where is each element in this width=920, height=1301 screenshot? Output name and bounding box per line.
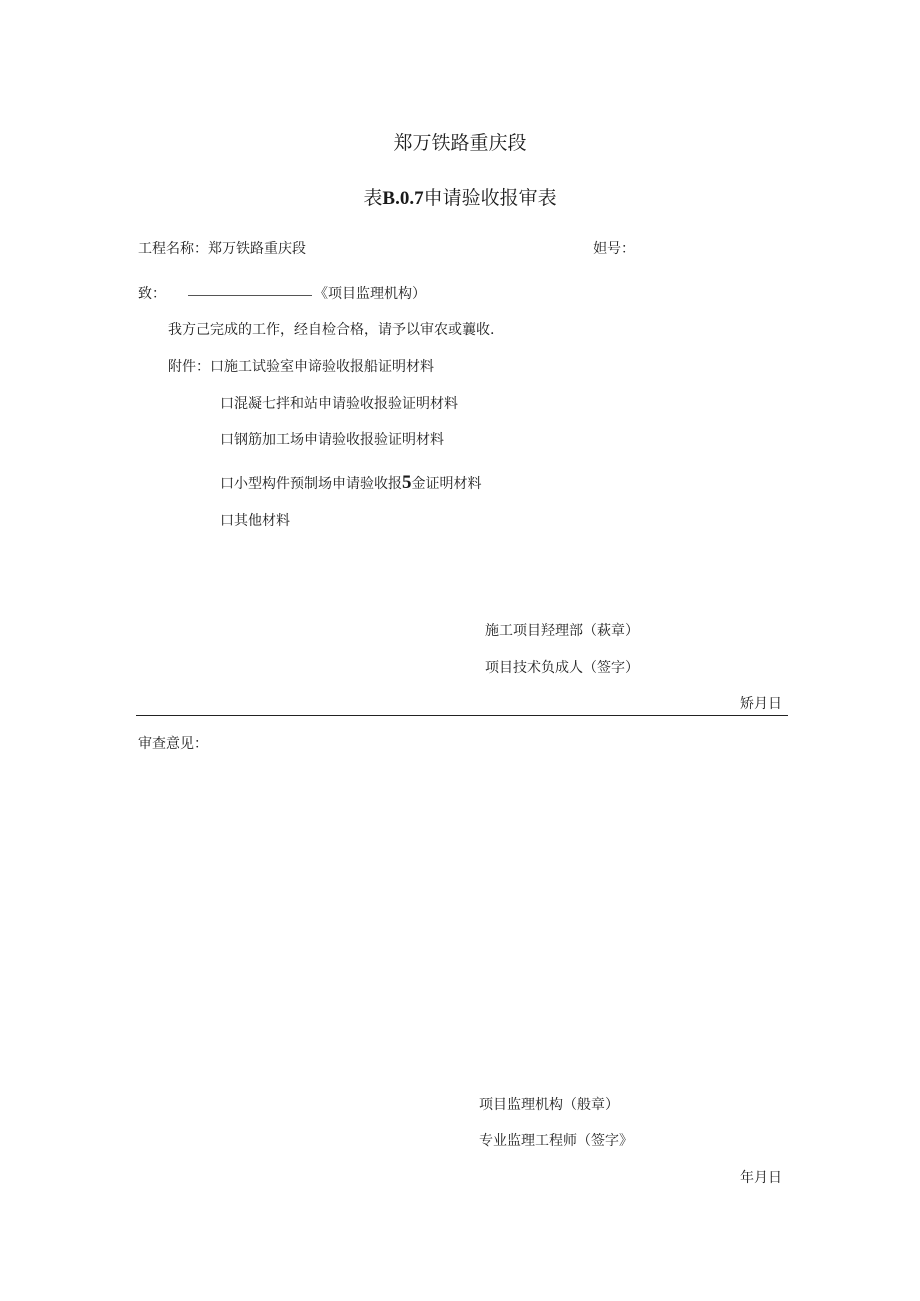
declaration-text: 我方己完成的工作，经自检合格，请予以审农或蘘收. bbox=[168, 322, 495, 338]
supervisor-date: 年月日 bbox=[740, 1170, 782, 1186]
attachment-item: 口施工试验室申谛验收报船证明材料 bbox=[210, 359, 434, 375]
form-prefix: 表 bbox=[363, 187, 383, 209]
supervisor-engineer-signature: 专业监理工程师（签字》 bbox=[479, 1133, 633, 1149]
form-code: B.0.7 bbox=[382, 188, 424, 209]
attachments-label: 附件： bbox=[168, 359, 210, 375]
contractor-tech-lead-signature: 项目技术负成人（签字） bbox=[485, 660, 639, 676]
addressee-suffix: 《项目监理机构） bbox=[314, 286, 426, 302]
attachment-item: 口钢筋加工场申请验收报验证明材料 bbox=[220, 432, 444, 448]
attachment-row-1 bbox=[168, 360, 434, 374]
attachment-item-glyph: 5 bbox=[402, 472, 412, 493]
project-name-label: 工程名称： bbox=[138, 241, 208, 257]
attachment-row-4 bbox=[220, 473, 482, 492]
attachment-item: 口其他材料 bbox=[220, 513, 290, 529]
supervisor-org-seal: 项目监理机构（般章） bbox=[479, 1097, 619, 1113]
addressee-row bbox=[138, 287, 426, 301]
form-title bbox=[0, 189, 920, 208]
attachment-item-tail: 金证明材料 bbox=[411, 476, 482, 492]
form-number-label: 妲号： bbox=[593, 241, 635, 257]
addressee-label: 致： bbox=[138, 286, 166, 302]
project-name-value: 郑万铁路重庆段 bbox=[208, 241, 306, 257]
review-opinion-label: 审查意见： bbox=[138, 736, 208, 752]
section-divider bbox=[136, 715, 788, 716]
project-name-row bbox=[138, 242, 306, 256]
attachment-item: 口小型构件预制场申请验收报 bbox=[220, 476, 402, 492]
contractor-date: 矫月日 bbox=[740, 696, 782, 712]
addressee-blank bbox=[188, 295, 312, 296]
attachment-item: 口混凝七拌和站申请验收报验证明材料 bbox=[220, 396, 458, 412]
contractor-dept-seal: 施工项目羟理部（萩章） bbox=[485, 623, 639, 639]
form-name: 申请验收报审表 bbox=[423, 187, 557, 209]
document-title: 郑万铁路重庆段 bbox=[393, 132, 527, 154]
